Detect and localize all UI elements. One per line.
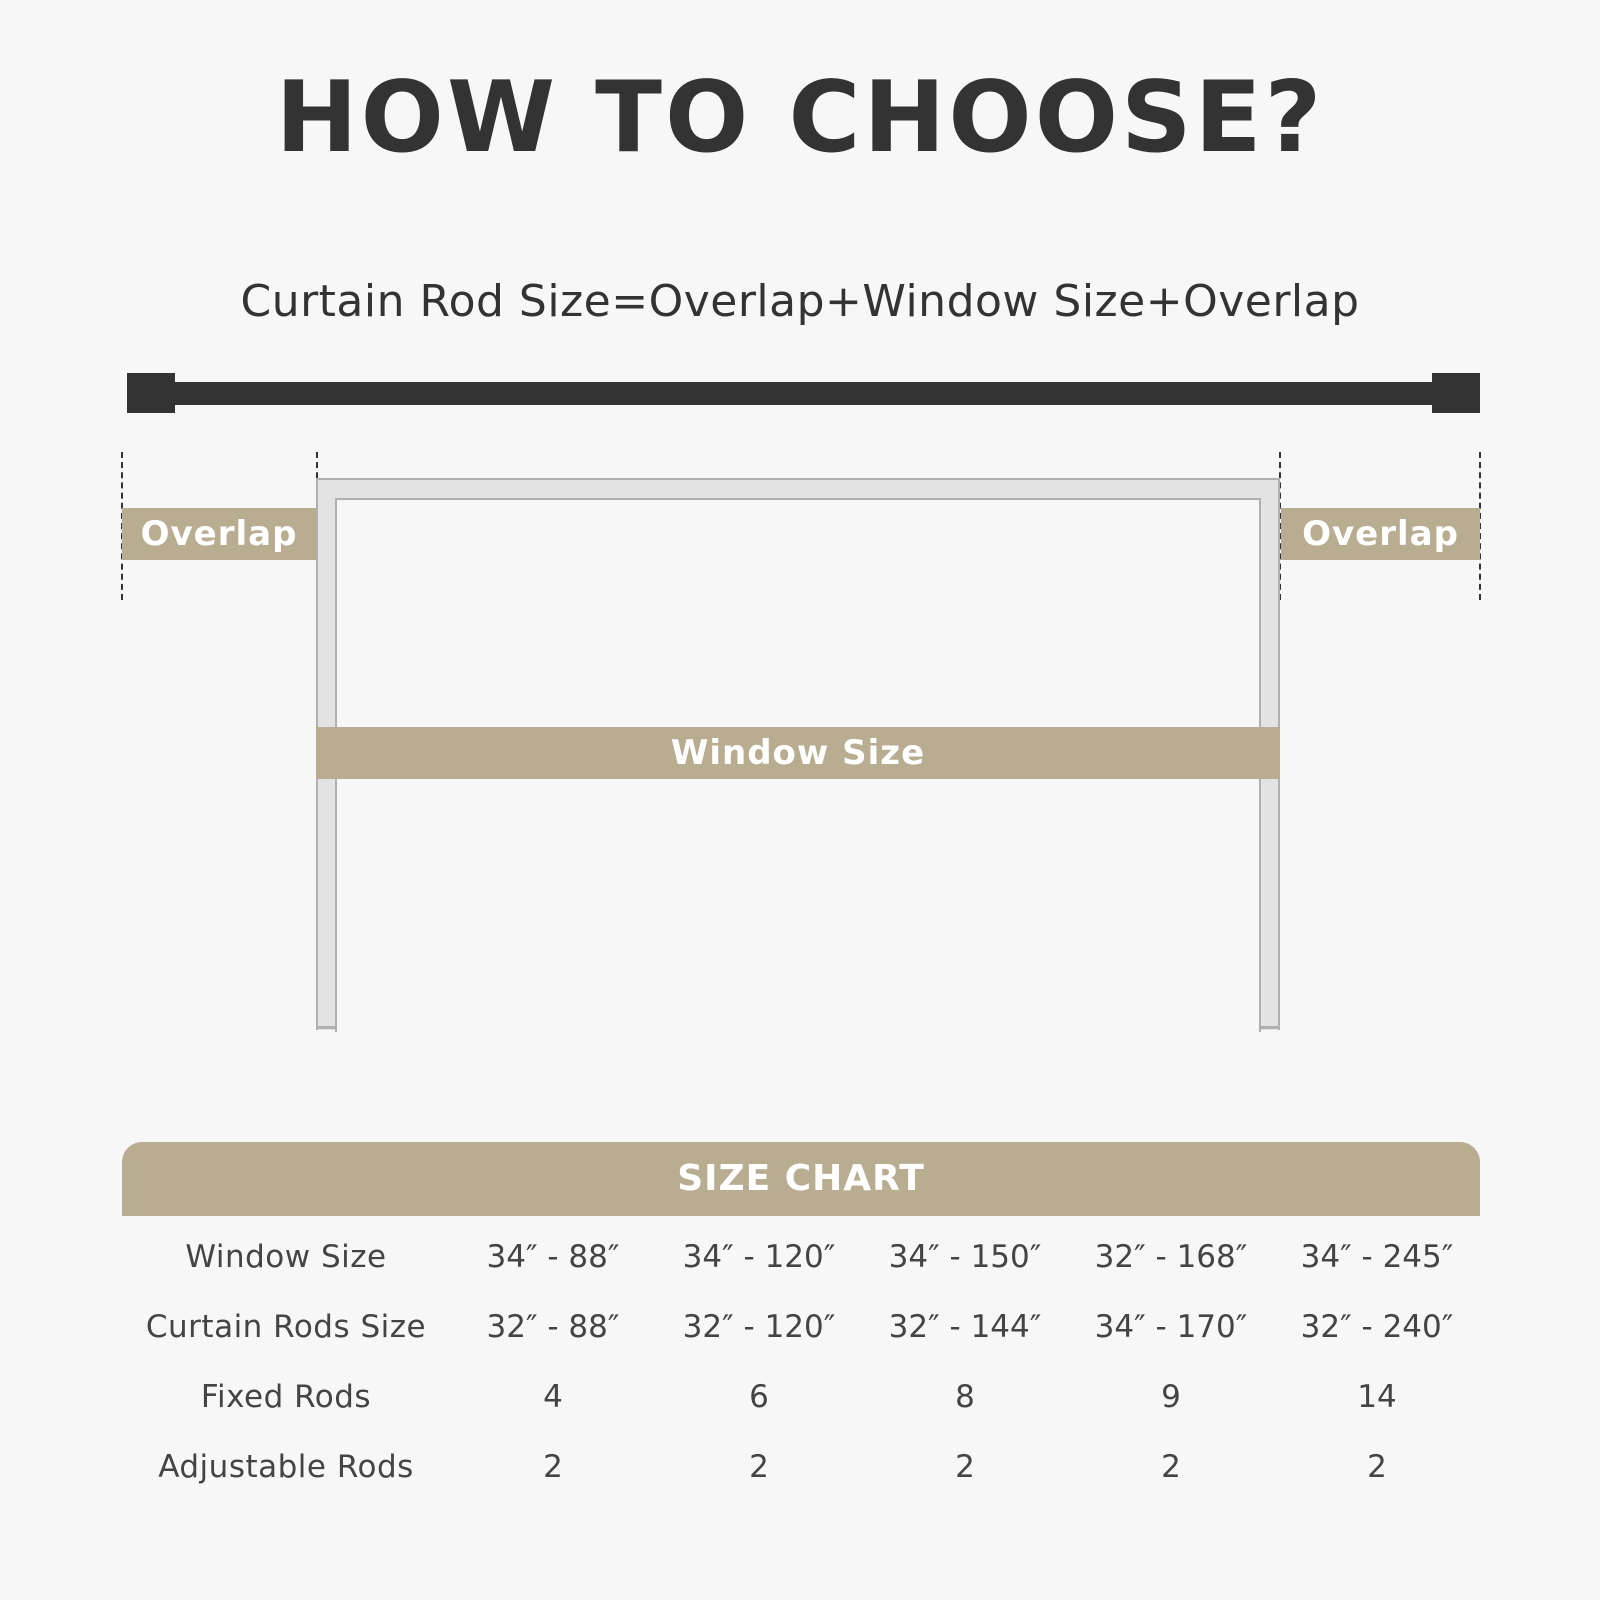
table-cell: 8 bbox=[955, 1379, 975, 1415]
row-label: Window Size bbox=[185, 1239, 387, 1275]
table-cell: 32″ - 168″ bbox=[1094, 1239, 1248, 1275]
size-chart-header: SIZE CHART bbox=[122, 1142, 1480, 1216]
table-cell: 34″ - 245″ bbox=[1300, 1239, 1454, 1275]
row-label: Fixed Rods bbox=[200, 1379, 372, 1415]
row-label: Adjustable Rods bbox=[158, 1449, 414, 1485]
curtain-rod-illustration bbox=[127, 373, 1480, 413]
table-cell: 4 bbox=[543, 1379, 563, 1415]
table-cell: 32″ - 120″ bbox=[682, 1309, 836, 1345]
table-cell: 2 bbox=[749, 1449, 769, 1485]
table-row bbox=[122, 1222, 1480, 1292]
window-frame-foot-right bbox=[1261, 1026, 1280, 1029]
table-row bbox=[122, 1362, 1480, 1432]
table-row bbox=[122, 1432, 1480, 1502]
table-cell: 9 bbox=[1161, 1379, 1181, 1415]
table-cell: 34″ - 150″ bbox=[888, 1239, 1042, 1275]
page-title: HOW TO CHOOSE? bbox=[275, 61, 1325, 175]
table-cell: 34″ - 120″ bbox=[682, 1239, 836, 1275]
rod-end-cap-left bbox=[127, 373, 175, 413]
size-chart-table bbox=[122, 1222, 1480, 1502]
row-label: Curtain Rods Size bbox=[145, 1309, 427, 1345]
rod-bar bbox=[167, 382, 1440, 405]
window-size-label: Window Size bbox=[316, 727, 1280, 779]
table-cell: 14 bbox=[1357, 1379, 1397, 1415]
overlap-right-label: Overlap bbox=[1281, 508, 1480, 560]
table-cell: 2 bbox=[1367, 1449, 1387, 1485]
table-cell: 32″ - 144″ bbox=[888, 1309, 1042, 1345]
overlap-left-label: Overlap bbox=[122, 508, 316, 560]
rod-size-formula: Curtain Rod Size=Overlap+Window Size+Overlap bbox=[240, 276, 1360, 327]
table-cell: 6 bbox=[749, 1379, 769, 1415]
rod-end-cap-right bbox=[1432, 373, 1480, 413]
table-cell: 34″ - 88″ bbox=[486, 1239, 620, 1275]
table-row bbox=[122, 1292, 1480, 1362]
table-cell: 2 bbox=[955, 1449, 975, 1485]
table-cell: 2 bbox=[1161, 1449, 1181, 1485]
table-cell: 2 bbox=[543, 1449, 563, 1485]
window-frame-foot-left bbox=[316, 1026, 335, 1029]
table-cell: 34″ - 170″ bbox=[1094, 1309, 1248, 1345]
table-cell: 32″ - 88″ bbox=[486, 1309, 620, 1345]
table-cell: 32″ - 240″ bbox=[1300, 1309, 1454, 1345]
